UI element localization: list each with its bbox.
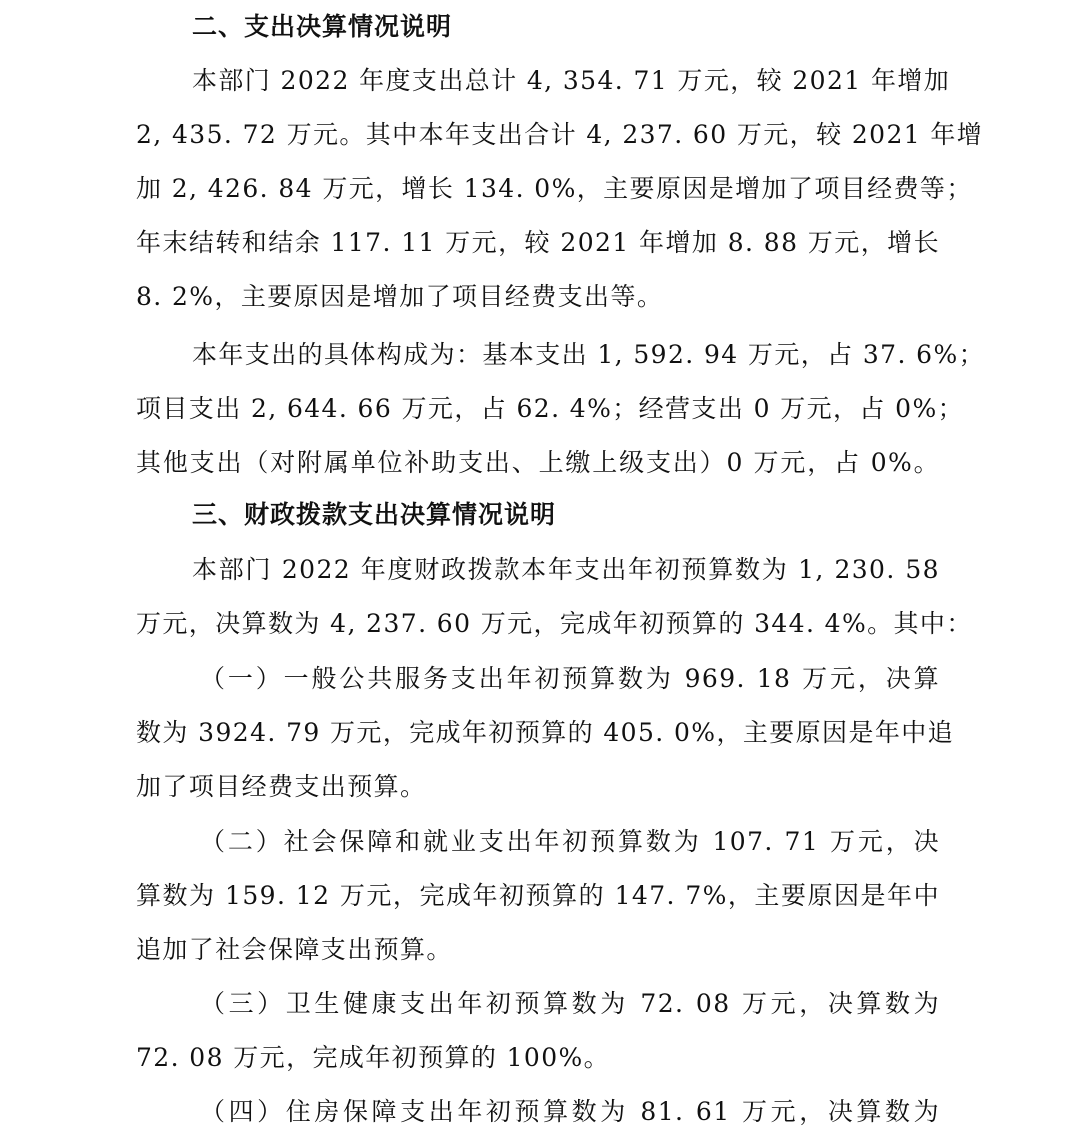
- paragraph-line: 追加了社会保障支出预算。: [136, 935, 453, 964]
- paragraph-line: 数为 3924. 79 万元，完成年初预算的 405. 0%，主要原因是年中追: [136, 718, 955, 747]
- paragraph-line: 算数为 159. 12 万元，完成年初预算的 147. 7%，主要原因是年中: [136, 881, 940, 910]
- paragraph-line: 项目支出 2, 644. 66 万元，占 62. 4%；经营支出 0 万元，占 0%；: [136, 394, 965, 423]
- paragraph-line: 其他支出（对附属单位补助支出、上缴上级支出）0 万元，占 0%。: [136, 448, 940, 477]
- paragraph-line: （一）一般公共服务支出年初预算数为 969. 18 万元，决算: [200, 664, 940, 693]
- paragraph-line: 本部门 2022 年度财政拨款本年支出年初预算数为 1, 230. 58: [192, 555, 940, 584]
- paragraph-line: （三）卫生健康支出年初预算数为 72. 08 万元，决算数为: [200, 989, 940, 1018]
- paragraph-line: 万元，决算数为 4, 237. 60 万元，完成年初预算的 344. 4%。其中：: [136, 609, 973, 638]
- section-heading-fiscal-appropriation: 三、财政拨款支出决算情况说明: [192, 500, 557, 529]
- paragraph-line: 加 2, 426. 84 万元，增长 134. 0%，主要原因是增加了项目经费等；: [136, 174, 973, 203]
- paragraph-line: 加了项目经费支出预算。: [136, 772, 427, 801]
- paragraph-line: （四）住房保障支出年初预算数为 81. 61 万元，决算数为: [200, 1097, 940, 1126]
- section-heading-expenditure: 二、支出决算情况说明: [192, 12, 453, 41]
- paragraph-line: 2, 435. 72 万元。其中本年支出合计 4, 237. 60 万元，较 2021 年增: [136, 120, 984, 149]
- paragraph-line: （二）社会保障和就业支出年初预算数为 107. 71 万元，决: [200, 827, 940, 856]
- paragraph-line: 8. 2%，主要原因是增加了项目经费支出等。: [136, 282, 664, 311]
- paragraph-line: 72. 08 万元，完成年初预算的 100%。: [136, 1043, 611, 1072]
- paragraph-line: 本年支出的具体构成为：基本支出 1, 592. 94 万元，占 37. 6%；: [192, 340, 986, 369]
- paragraph-line: 年末结转和结余 117. 11 万元，较 2021 年增加 8. 88 万元，增长: [136, 228, 940, 257]
- paragraph-line: 本部门 2022 年度支出总计 4, 354. 71 万元，较 2021 年增加: [192, 66, 951, 95]
